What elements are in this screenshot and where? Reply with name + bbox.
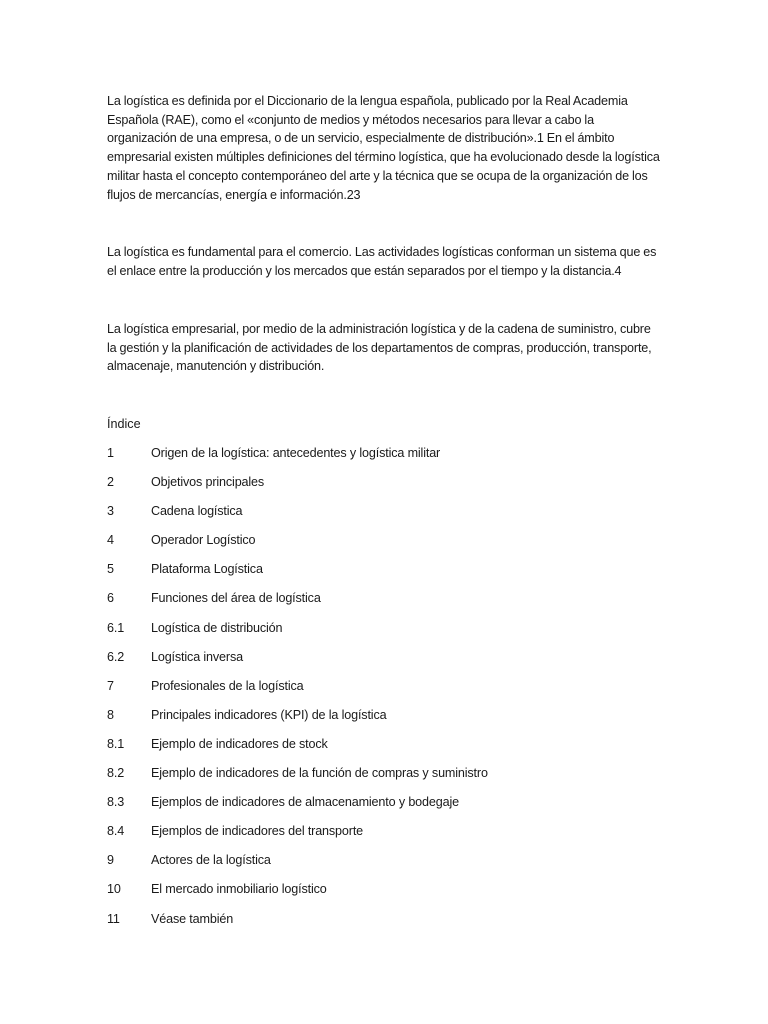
- index-item-number: 8: [107, 707, 114, 722]
- index-item-number: 8.2: [107, 766, 125, 781]
- index-item-number: 8.3: [107, 795, 125, 810]
- index-item-title: El mercado inmobiliario logístico: [151, 882, 327, 897]
- index-item-title: Actores de la logística: [151, 853, 271, 868]
- index-item: [107, 822, 667, 851]
- index-item: [107, 589, 667, 618]
- index-item-title: Cadena logística: [151, 504, 243, 519]
- index-item: [107, 502, 667, 531]
- index-item-title: Logística inversa: [151, 649, 243, 664]
- index-item-title: Profesionales de la logística: [151, 678, 304, 693]
- index-item: [107, 560, 667, 589]
- intro-paragraph: La logística es definida por el Diccionario de la lengua española, publicado por la Real Academia Española (RAE), como el «conjunto de medios y métodos necesarios para llevar a cabo la organización de una empresa, o de un servicio, especialmente de distribución».1 En el ámbito empresarial existen múltiples definiciones del término logística, que ha evolucionado desde la logística militar hasta el concepto contemporáneo del arte y la técnica que se ocupa de la organización de los flujos de mercancías, energía e información.23: [107, 94, 660, 202]
- index-item-title: Principales indicadores (KPI) de la logística: [151, 707, 387, 722]
- index-item-title: Ejemplos de indicadores de almacenamiento y bodegaje: [151, 795, 459, 810]
- index-item: [107, 851, 667, 880]
- index-item: [107, 619, 667, 648]
- index-item: [107, 677, 667, 706]
- index-item-number: 3: [107, 504, 114, 519]
- index-heading: Índice: [107, 417, 141, 431]
- commerce-paragraph: La logística es fundamental para el comercio. Las actividades logísticas conforman un sistema que es el enlace entre la producción y los mercados que están separados por el tiempo y la distancia.4: [107, 245, 657, 278]
- index-item: [107, 793, 667, 822]
- index-item-number: 8.1: [107, 736, 125, 751]
- index-item-title: Ejemplos de indicadores del transporte: [151, 824, 364, 839]
- index-item-number: 11: [107, 911, 120, 926]
- index-item-number: 4: [107, 533, 114, 548]
- index-item-number: 8.4: [107, 824, 125, 839]
- index-item: [107, 910, 667, 939]
- index-item-number: 7: [107, 678, 114, 693]
- index-item-number: 1: [107, 446, 114, 460]
- index-item-number: 9: [107, 853, 114, 868]
- index-item: [107, 764, 667, 793]
- index-item: [107, 880, 667, 909]
- index-item: [107, 706, 667, 735]
- index-item: [107, 648, 667, 677]
- index-item-number: 10: [107, 882, 121, 897]
- index-item-title: Funciones del área de logística: [151, 591, 321, 606]
- index-item-title: Ejemplo de indicadores de la función de compras y suministro: [151, 766, 488, 781]
- index-item-number: 5: [107, 562, 114, 577]
- index-item-title: Plataforma Logística: [151, 562, 263, 577]
- index-item-title: Ejemplo de indicadores de stock: [151, 736, 328, 751]
- index-item: [107, 735, 667, 764]
- index-item-title: Logística de distribución: [151, 620, 283, 635]
- index-item: [107, 473, 667, 502]
- index-list: [107, 444, 667, 939]
- index-item-title: Véase también: [151, 911, 234, 926]
- index-item-title: Origen de la logística: antecedentes y logística militar: [151, 446, 441, 460]
- index-item-number: 6: [107, 591, 114, 606]
- index-item: [107, 444, 667, 473]
- index-item-title: Objetivos principales: [151, 475, 265, 490]
- index-item-number: 2: [107, 475, 114, 490]
- index-item: [107, 531, 667, 560]
- index-item-number: 6.1: [107, 620, 125, 635]
- index-item-number: 6.2: [107, 649, 125, 664]
- index-item-title: Operador Logístico: [151, 533, 256, 548]
- business-logistics-paragraph: La logística empresarial, por medio de la administración logística y de la cadena de suministro, cubre la gestión y la planificación de actividades de los departamentos de compras, producción, transporte, almacenaje, manutención y distribución.: [107, 322, 652, 374]
